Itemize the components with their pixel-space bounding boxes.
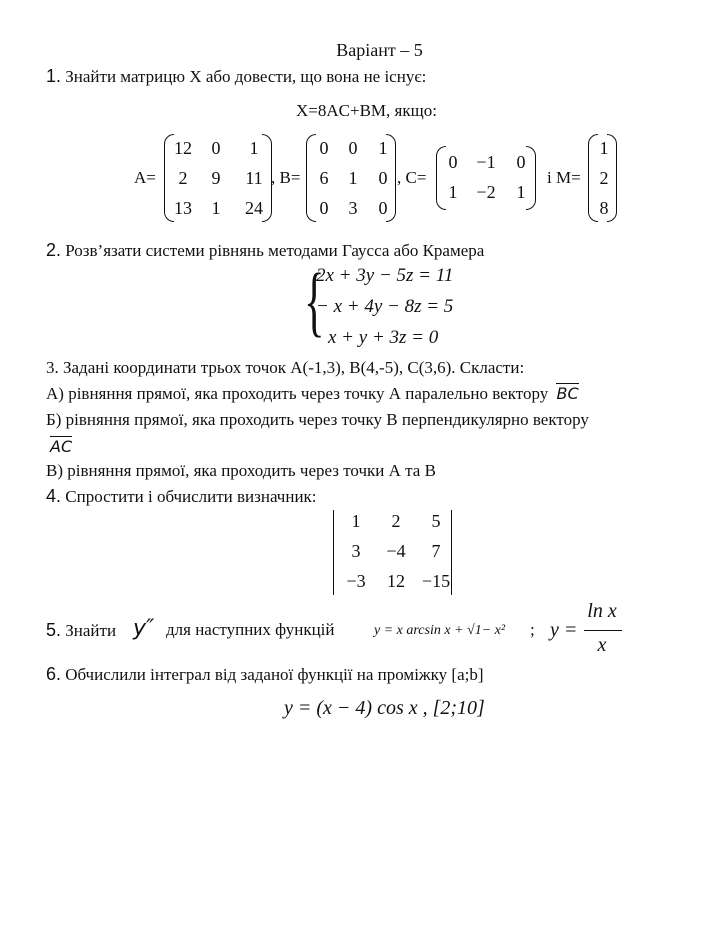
task3-text: Задані координати трьох точок A(-1,3), B(4,-5), C(3,6). Скласти:	[63, 358, 525, 377]
task4-number: 4.	[46, 486, 62, 506]
matrix-c	[440, 147, 536, 207]
function-2-numerator: ln x	[587, 600, 617, 622]
matrix-b-right-bracket	[386, 134, 396, 222]
matrix-c-cell: 1	[516, 182, 526, 202]
task4-text: Спростити і обчислити визначник:	[65, 487, 317, 506]
matrix-c-cell: −2	[476, 182, 496, 202]
matrix-a-cell: 12	[174, 138, 192, 158]
task1-heading	[46, 66, 426, 87]
matrix-b-cell: 0	[378, 198, 388, 218]
task5-number: 5.	[46, 620, 62, 640]
matrix-b-cell: 6	[319, 168, 329, 188]
task3-item-b: Б) рівняння прямої, яка проходить через точку В перпендикулярно вектору	[46, 410, 589, 429]
task1-text: Знайти матрицю X або довести, що вона не існує:	[65, 67, 427, 86]
matrix-c-cell: 0	[516, 152, 526, 172]
determinant-cell: −3	[346, 571, 366, 591]
matrix-c-right-bracket	[526, 146, 536, 210]
task3-heading	[46, 358, 524, 378]
matrix-m-cell: 1	[599, 138, 609, 158]
function-2-lhs: y =	[550, 619, 578, 641]
determinant-cell: −4	[386, 541, 406, 561]
equation-system	[316, 260, 453, 353]
system-brace: {	[304, 257, 325, 344]
label-b: , B=	[271, 168, 301, 187]
matrix-c-cell: 1	[448, 182, 458, 202]
matrix-b-cell: 0	[319, 198, 329, 218]
matrix-a-cell: 24	[245, 198, 263, 218]
matrix-a-cell: 13	[174, 198, 192, 218]
matrix-b-cell: 0	[378, 168, 388, 188]
label-a: A=	[134, 168, 156, 187]
determinant-cell: −15	[421, 571, 451, 591]
function-separator: ;	[530, 620, 535, 639]
matrix-b-cell: 1	[348, 168, 358, 188]
task1-number: 1.	[46, 66, 62, 86]
task6-text: Обчислили інтеграл від заданої функції на проміжку [a;b]	[65, 665, 484, 684]
matrix-b-cell: 1	[378, 138, 388, 158]
matrix-a-cell: 11	[245, 168, 263, 188]
matrix-m-cell: 8	[599, 198, 609, 218]
matrix-a	[168, 133, 274, 223]
task6-heading	[46, 664, 484, 685]
task2-number: 2.	[46, 240, 62, 260]
task3-a-text: А) рівняння прямої, яка проходить через точку А паралельно вектору	[46, 384, 549, 403]
determinant-right-bar	[451, 510, 452, 595]
matrix-a-cell: 2	[178, 168, 188, 188]
equation-3: x + y + 3z = 0	[328, 327, 439, 348]
task5-heading	[46, 620, 116, 641]
fraction-line	[584, 630, 622, 631]
task3-number: 3.	[46, 358, 59, 377]
task1-equation: X=8AC+BM, якщо:	[296, 101, 437, 120]
determinant-cell: 7	[431, 541, 441, 561]
y-double-prime: y″	[133, 616, 155, 641]
task2-text: Розв’язати системи рівнянь методами Гаусса або Крамера	[65, 241, 485, 260]
task3-item-a	[46, 384, 579, 404]
determinant	[336, 506, 456, 596]
determinant-cell: 2	[391, 511, 401, 531]
vector-ac: AC	[50, 437, 73, 456]
determinant-cell: 3	[351, 541, 361, 561]
determinant-cell: 1	[351, 511, 361, 531]
matrix-a-cell: 1	[249, 138, 259, 158]
vector-bc: BC	[556, 384, 579, 403]
matrix-m-cell: 2	[599, 168, 609, 188]
matrix-b-cell: 0	[348, 138, 358, 158]
task6-formula: y = (x − 4) cos x , [2;10]	[284, 697, 485, 719]
matrix-m-right-bracket	[607, 134, 617, 222]
task6-number: 6.	[46, 664, 62, 684]
matrix-a-cell: 1	[211, 198, 221, 218]
equation-2: − x + 4y − 8z = 5	[316, 296, 454, 317]
label-c: , C=	[397, 168, 427, 187]
matrix-b-cell: 3	[348, 198, 358, 218]
matrix-a-cell: 9	[211, 168, 221, 188]
determinant-cell: 12	[387, 571, 405, 591]
task2-heading	[46, 240, 484, 261]
equation-1: 2x + 3y − 5z = 11	[316, 265, 454, 286]
determinant-cell: 5	[431, 511, 441, 531]
label-m: і M=	[547, 168, 581, 187]
page-title: Варіант – 5	[336, 40, 423, 60]
function-2-denominator: x	[597, 634, 607, 656]
task5-text-after: для наступних функцій	[166, 620, 335, 639]
task4-heading	[46, 486, 317, 507]
matrix-c-cell: 0	[448, 152, 458, 172]
matrix-b-cell: 0	[319, 138, 329, 158]
function-1: y = x arcsin x + √1− x²	[374, 623, 506, 638]
matrix-b	[310, 133, 398, 223]
task5-text-before: Знайти	[65, 621, 117, 640]
matrix-a-cell: 0	[211, 138, 221, 158]
determinant-left-bar	[333, 510, 334, 595]
matrix-c-cell: −1	[476, 152, 496, 172]
task3-item-c: В) рівняння прямої, яка проходить через точки А та В	[46, 461, 436, 480]
